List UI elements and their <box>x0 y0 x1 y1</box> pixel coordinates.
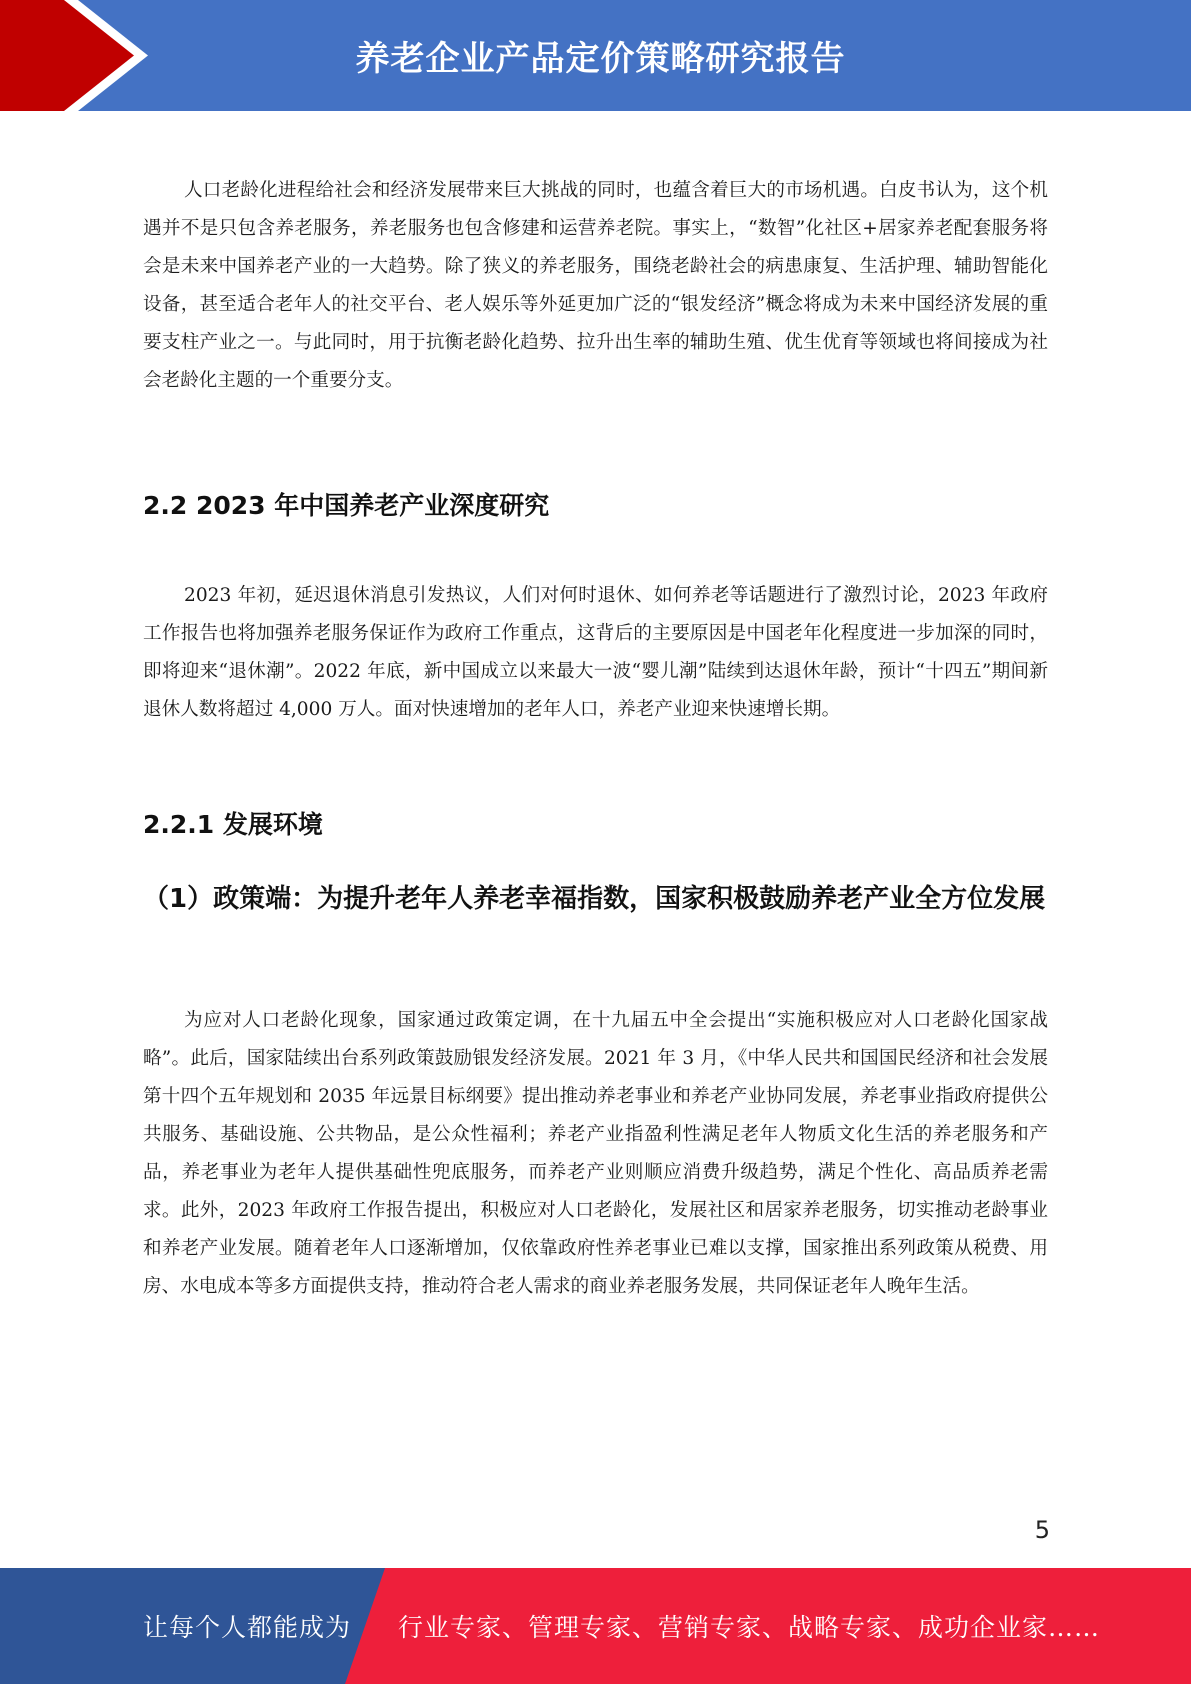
intro-paragraph: 人口老龄化进程给社会和经济发展带来巨大挑战的同时，也蕴含着巨大的市场机遇。白皮书认为，这个机遇并不是只包含养老服务，养老服务也包含修建和运营养老院。事实上，“数智”化社区+居家养老配套服务将会是未来中国养老产业的一大趋势。除了狭义的养老服务，围绕老龄社会的病患康复、生活护理、辅助智能化设备，甚至适合老年人的社交平台、老人娱乐等外延更加广泛的“银发经济”概念将成为未来中国经济发展的重要支柱产业之一。与此同时，用于抗衡老龄化趋势、拉升出生率的辅助生殖、优生优育等领域也将间接成为社会老龄化主题的一个重要分支。 <box>143 180 1048 391</box>
policy-subheading: （1）政策端：为提升老年人养老幸福指数，国家积极鼓励养老产业全方位发展 <box>143 884 1046 914</box>
page-footer <box>0 1568 1191 1684</box>
section-2-2-paragraph: 2023 年初，延迟退休消息引发热议，人们对何时退休、如何养老等话题进行了激烈讨论，2023 年政府工作报告也将加强养老服务保证作为政府工作重点，这背后的主要原因是中国老年化程度进一步加深的同时，即将迎来“退休潮”。2022 年底，新中国成立以来最大一波“婴儿潮”陆续到达退休年龄，预计“十四五”期间新退休人数将超过 4,000 万人。面对快速增加的老年人口，养老产业迎来快速增长期。 <box>143 585 1048 720</box>
section-heading-2-2-1: 2.2.1 发展环境 <box>143 810 323 839</box>
policy-paragraph: 为应对人口老龄化现象，国家通过政策定调，在十九届五中全会提出“实施积极应对人口老龄化国家战略”。此后，国家陆续出台系列政策鼓励银发经济发展。2021 年 3 月，《中华人民共和国国民经济和社会发展第十四个五年规划和 2035 年远景目标纲要》提出推动养老事业和养老产业协同发展，养老事业指政府提供公共服务、基础设施、公共物品，是公众性福利；养老产业指盈利性满足老年人物质文化生活的养老服务和产品，养老事业为老年人提供基础性兜底服务，而养老产业则顺应消费升级趋势，满足个性化、高品质养老需求。此外，2023 年政府工作报告提出，积极应对人口老龄化，发展社区和居家养老服务，切实推动老龄事业和养老产业发展。随着老年人口逐渐增加，仅依靠政府性养老事业已难以支撑，国家推出系列政策从税费、用房、水电成本等多方面提供支持，推动符合老人需求的商业养老服务发展，共同保证老年人晚年生活。 <box>143 1010 1048 1297</box>
footer-slogan-right: 行业专家、管理专家、营销专家、战略专家、成功企业家…… <box>398 1613 1101 1642</box>
page-header <box>0 0 1191 111</box>
document-title: 养老企业产品定价策略研究报告 <box>355 39 846 79</box>
section-heading-2-2: 2.2 2023 年中国养老产业深度研究 <box>143 491 550 520</box>
footer-slogan-left: 让每个人都能成为 <box>143 1613 352 1642</box>
page-number: 5 <box>1034 1516 1050 1544</box>
